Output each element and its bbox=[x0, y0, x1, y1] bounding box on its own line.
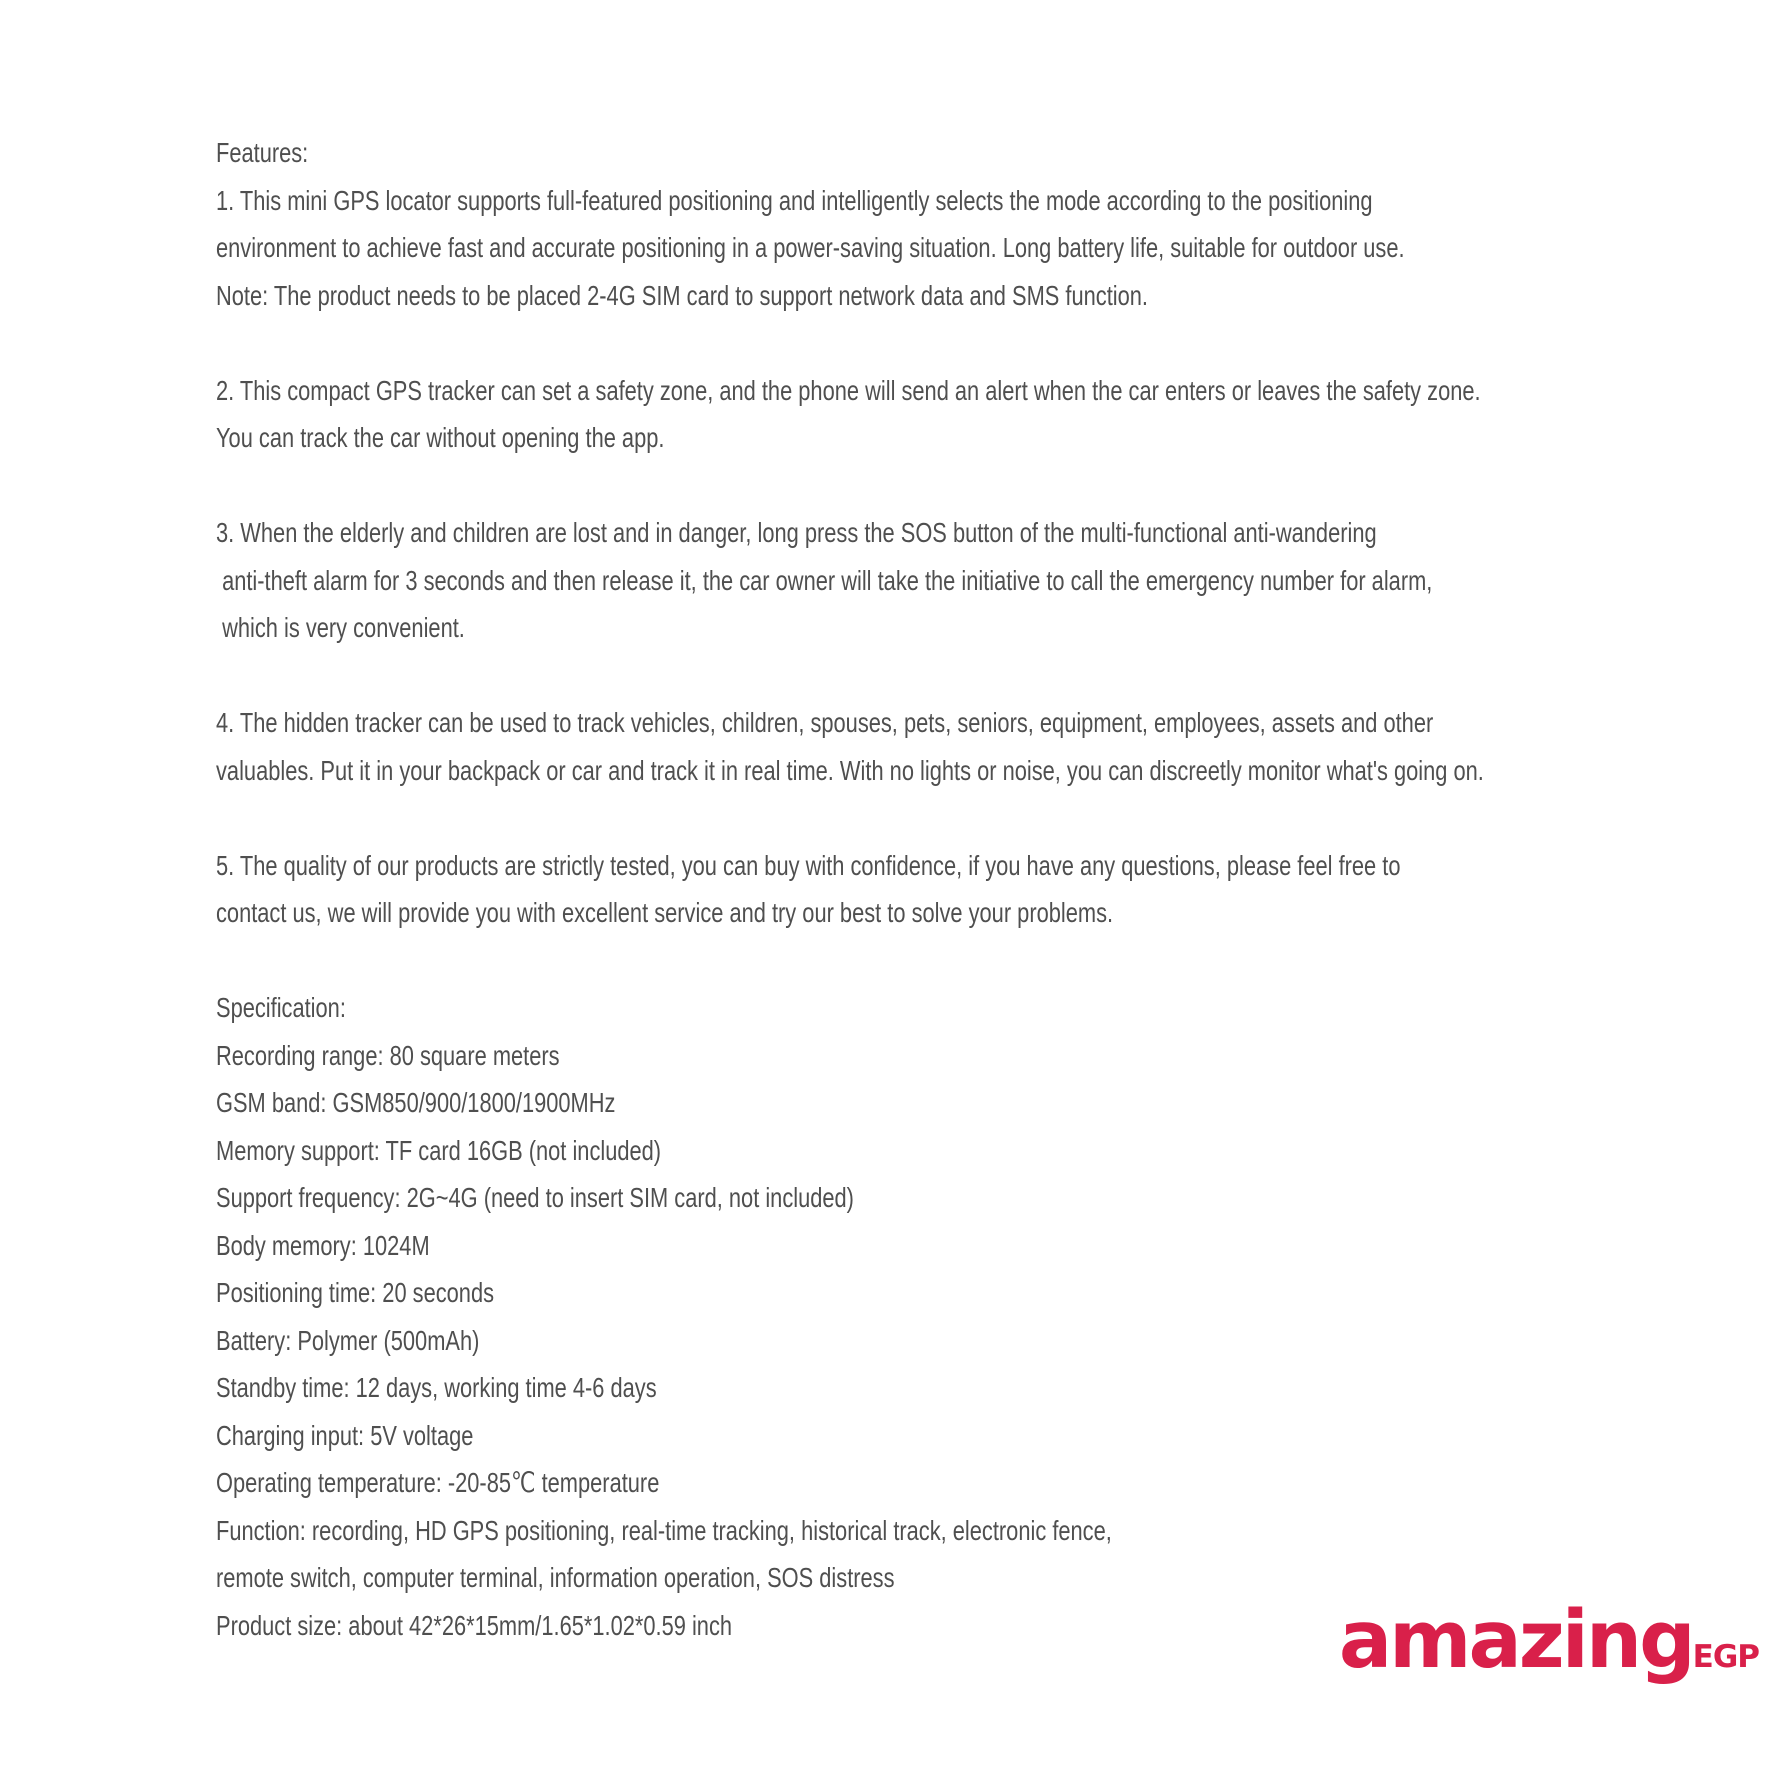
spec-line-operating-temperature: Operating temperature: -20-85℃ temperature bbox=[216, 1467, 660, 1498]
feature-line: Note: The product needs to be placed 2-4G SIM card to support network data and SMS function. bbox=[216, 279, 1148, 311]
spec-line-positioning-time: Positioning time: 20 seconds bbox=[216, 1277, 495, 1308]
spec-line-recording-range: Recording range: 80 square meters bbox=[216, 1039, 560, 1071]
description-text bbox=[216, 129, 1745, 1649]
spec-line-function: Function: recording, HD GPS positioning, real-time tracking, historical track, electronic fence, bbox=[216, 1514, 1112, 1546]
spec-line-standby-time: Standby time: 12 days, working time 4-6 days bbox=[216, 1372, 657, 1403]
feature-line: environment to achieve fast and accurate positioning in a power-saving situation. Long battery life, suitable for outdoor use. bbox=[216, 232, 1405, 263]
feature-line: 2. This compact GPS tracker can set a safety zone, and the phone will send an alert when the car enters or leaves the safety zone. bbox=[216, 374, 1481, 406]
spec-line-function-cont: remote switch, computer terminal, information operation, SOS distress bbox=[216, 1562, 895, 1593]
spec-line-memory-support: Memory support: TF card 16GB (not included) bbox=[216, 1134, 662, 1166]
features-heading: Features: bbox=[216, 137, 309, 168]
feature-line: 3. When the elderly and children are lost and in danger, long press the SOS button of the multi-functional anti-wandering bbox=[216, 517, 1377, 548]
feature-item-1 bbox=[216, 177, 1745, 320]
spec-line-gsm-band: GSM band: GSM850/900/1800/1900MHz bbox=[216, 1087, 616, 1118]
feature-line: anti-theft alarm for 3 seconds and then release it, the car owner will take the initiative to call the emergency number for alarm, bbox=[216, 564, 1433, 596]
feature-line: valuables. Put it in your backpack or car and track it in real time. With no lights or noise, you can discreetly monitor what's going on. bbox=[216, 754, 1484, 786]
brand-logo bbox=[1338, 1594, 1759, 1686]
feature-line: 1. This mini GPS locator supports full-featured positioning and intelligently selects the mode according to the positioning bbox=[216, 184, 1373, 216]
brand-logo-suffix: EGP bbox=[1692, 1639, 1759, 1675]
feature-line: contact us, we will provide you with excellent service and try our best to solve your problems. bbox=[216, 897, 1114, 928]
feature-line: which is very convenient. bbox=[216, 612, 465, 643]
feature-item-5 bbox=[216, 842, 1745, 937]
specification-block bbox=[216, 984, 1745, 1649]
feature-item-3 bbox=[216, 509, 1745, 652]
feature-line: 4. The hidden tracker can be used to track vehicles, children, spouses, pets, seniors, equipment, employees, assets and other bbox=[216, 707, 1434, 738]
spec-line-charging-input: Charging input: 5V voltage bbox=[216, 1419, 474, 1451]
brand-logo-wordmark: amazing bbox=[1338, 1594, 1693, 1686]
feature-line: 5. The quality of our products are strictly tested, you can buy with confidence, if you have any questions, please feel free to bbox=[216, 849, 1401, 881]
spec-line-product-size: Product size: about 42*26*15mm/1.65*1.02*0.59 inch bbox=[216, 1609, 733, 1641]
feature-item-2 bbox=[216, 367, 1745, 462]
spec-line-body-memory: Body memory: 1024M bbox=[216, 1229, 430, 1261]
feature-line: You can track the car without opening the app. bbox=[216, 422, 665, 453]
specification-heading: Specification: bbox=[216, 992, 346, 1023]
feature-item-4 bbox=[216, 699, 1745, 794]
spec-line-battery: Battery: Polymer (500mAh) bbox=[216, 1324, 480, 1356]
spec-line-support-frequency: Support frequency: 2G~4G (need to insert SIM card, not included) bbox=[216, 1182, 854, 1213]
